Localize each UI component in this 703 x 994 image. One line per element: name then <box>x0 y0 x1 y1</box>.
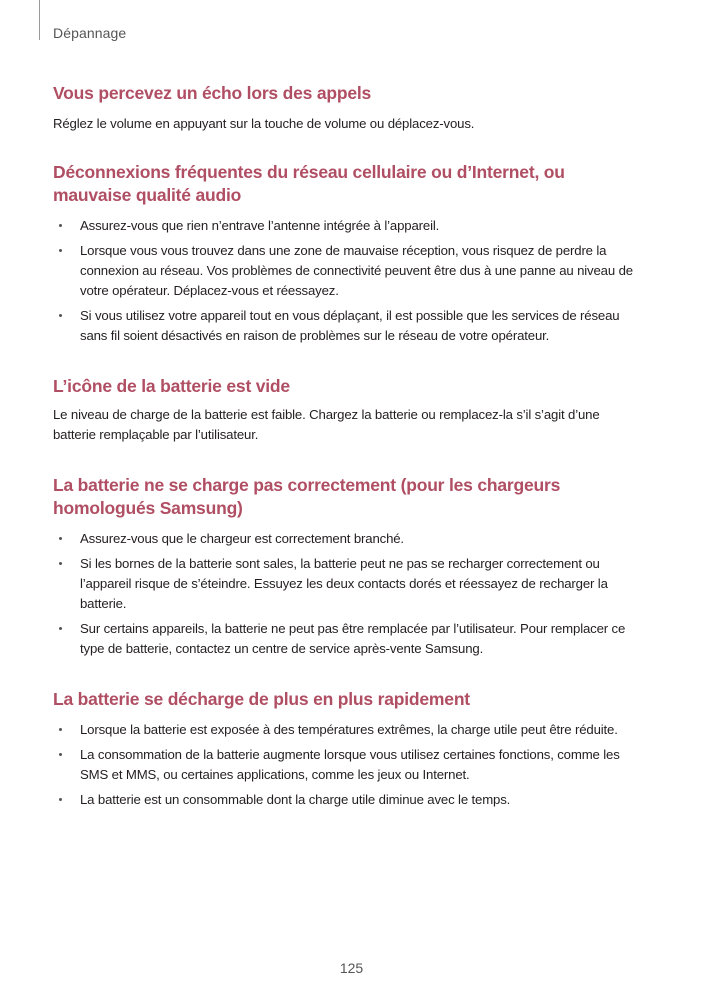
bullet-list <box>53 529 643 659</box>
list-item <box>53 216 643 236</box>
section-echo-calls <box>53 82 643 134</box>
list-item <box>53 619 643 659</box>
list-item-text: Assurez-vous que le chargeur est correctement branché. <box>80 531 404 546</box>
list-item-text: Si les bornes de la batterie sont sales, la batterie peut ne pas se recharger correctement ou l’appareil risque de s’éteindre. Essuyez les deux contacts dorés et réessayez de recharger la batterie. <box>80 556 608 611</box>
list-item <box>53 720 643 740</box>
page-content <box>53 82 643 815</box>
bullet-icon <box>59 728 62 731</box>
section-battery-not-charging <box>53 474 643 659</box>
bullet-list <box>53 720 643 810</box>
list-item <box>53 554 643 614</box>
list-item-text: Assurez-vous que rien n’entrave l’antenne intégrée à l’appareil. <box>80 218 440 233</box>
section-title: Vous percevez un écho lors des appels <box>53 83 372 103</box>
bullet-icon <box>59 627 62 630</box>
list-item <box>53 790 643 810</box>
bullet-icon <box>59 224 62 227</box>
list-item-text: La consommation de la batterie augmente lorsque vous utilisez certaines fonctions, comme les SMS et MMS, ou certaines applications, comme les jeux ou Internet. <box>80 747 620 782</box>
bullet-icon <box>59 753 62 756</box>
bullet-icon <box>59 314 62 317</box>
list-item <box>53 529 643 549</box>
list-item <box>53 306 643 346</box>
section-paragraph: Réglez le volume en appuyant sur la touche de volume ou déplacez-vous. <box>53 116 475 131</box>
bullet-icon <box>59 249 62 252</box>
section-title: La batterie se décharge de plus en plus rapidement <box>53 689 470 709</box>
section-title: La batterie ne se charge pas correctement (pour les chargeurs homologués Samsung) <box>53 475 561 518</box>
section-network-disconnections <box>53 161 643 346</box>
section-battery-icon-empty <box>53 375 643 445</box>
list-item <box>53 241 643 301</box>
chapter-title: Dépannage <box>53 25 127 41</box>
section-title: Déconnexions fréquentes du réseau cellulaire ou d’Internet, ou mauvaise qualité audio <box>53 162 565 205</box>
list-item <box>53 745 643 785</box>
section-paragraph: Le niveau de charge de la batterie est faible. Chargez la batterie ou remplacez-la s’il s’agit d’une batterie remplaçable par l’utilisateur. <box>53 407 600 442</box>
list-item-text: La batterie est un consommable dont la charge utile diminue avec le temps. <box>80 792 511 807</box>
list-item-text: Lorsque vous vous trouvez dans une zone de mauvaise réception, vous risquez de perdre la connexion au réseau. Vos problèmes de connectivité peuvent être dus à une panne au niveau de votre opérateur. Déplacez-vous et réessayez. <box>80 243 633 298</box>
bullet-icon <box>59 562 62 565</box>
bullet-icon <box>59 537 62 540</box>
bullet-icon <box>59 798 62 801</box>
bullet-list <box>53 216 643 346</box>
header-divider <box>39 0 40 40</box>
list-item-text: Sur certains appareils, la batterie ne peut pas être remplacée par l’utilisateur. Pour remplacer ce type de batterie, contactez un centre de service après-vente Samsung. <box>80 621 626 656</box>
section-battery-drains-faster <box>53 688 643 810</box>
page-number: 125 <box>339 960 364 976</box>
section-title: L’icône de la batterie est vide <box>53 376 290 396</box>
list-item-text: Lorsque la batterie est exposée à des températures extrêmes, la charge utile peut être réduite. <box>80 722 618 737</box>
list-item-text: Si vous utilisez votre appareil tout en vous déplaçant, il est possible que les services de réseau sans fil soient désactivés en raison de problèmes sur le réseau de votre opérateur. <box>80 308 620 343</box>
